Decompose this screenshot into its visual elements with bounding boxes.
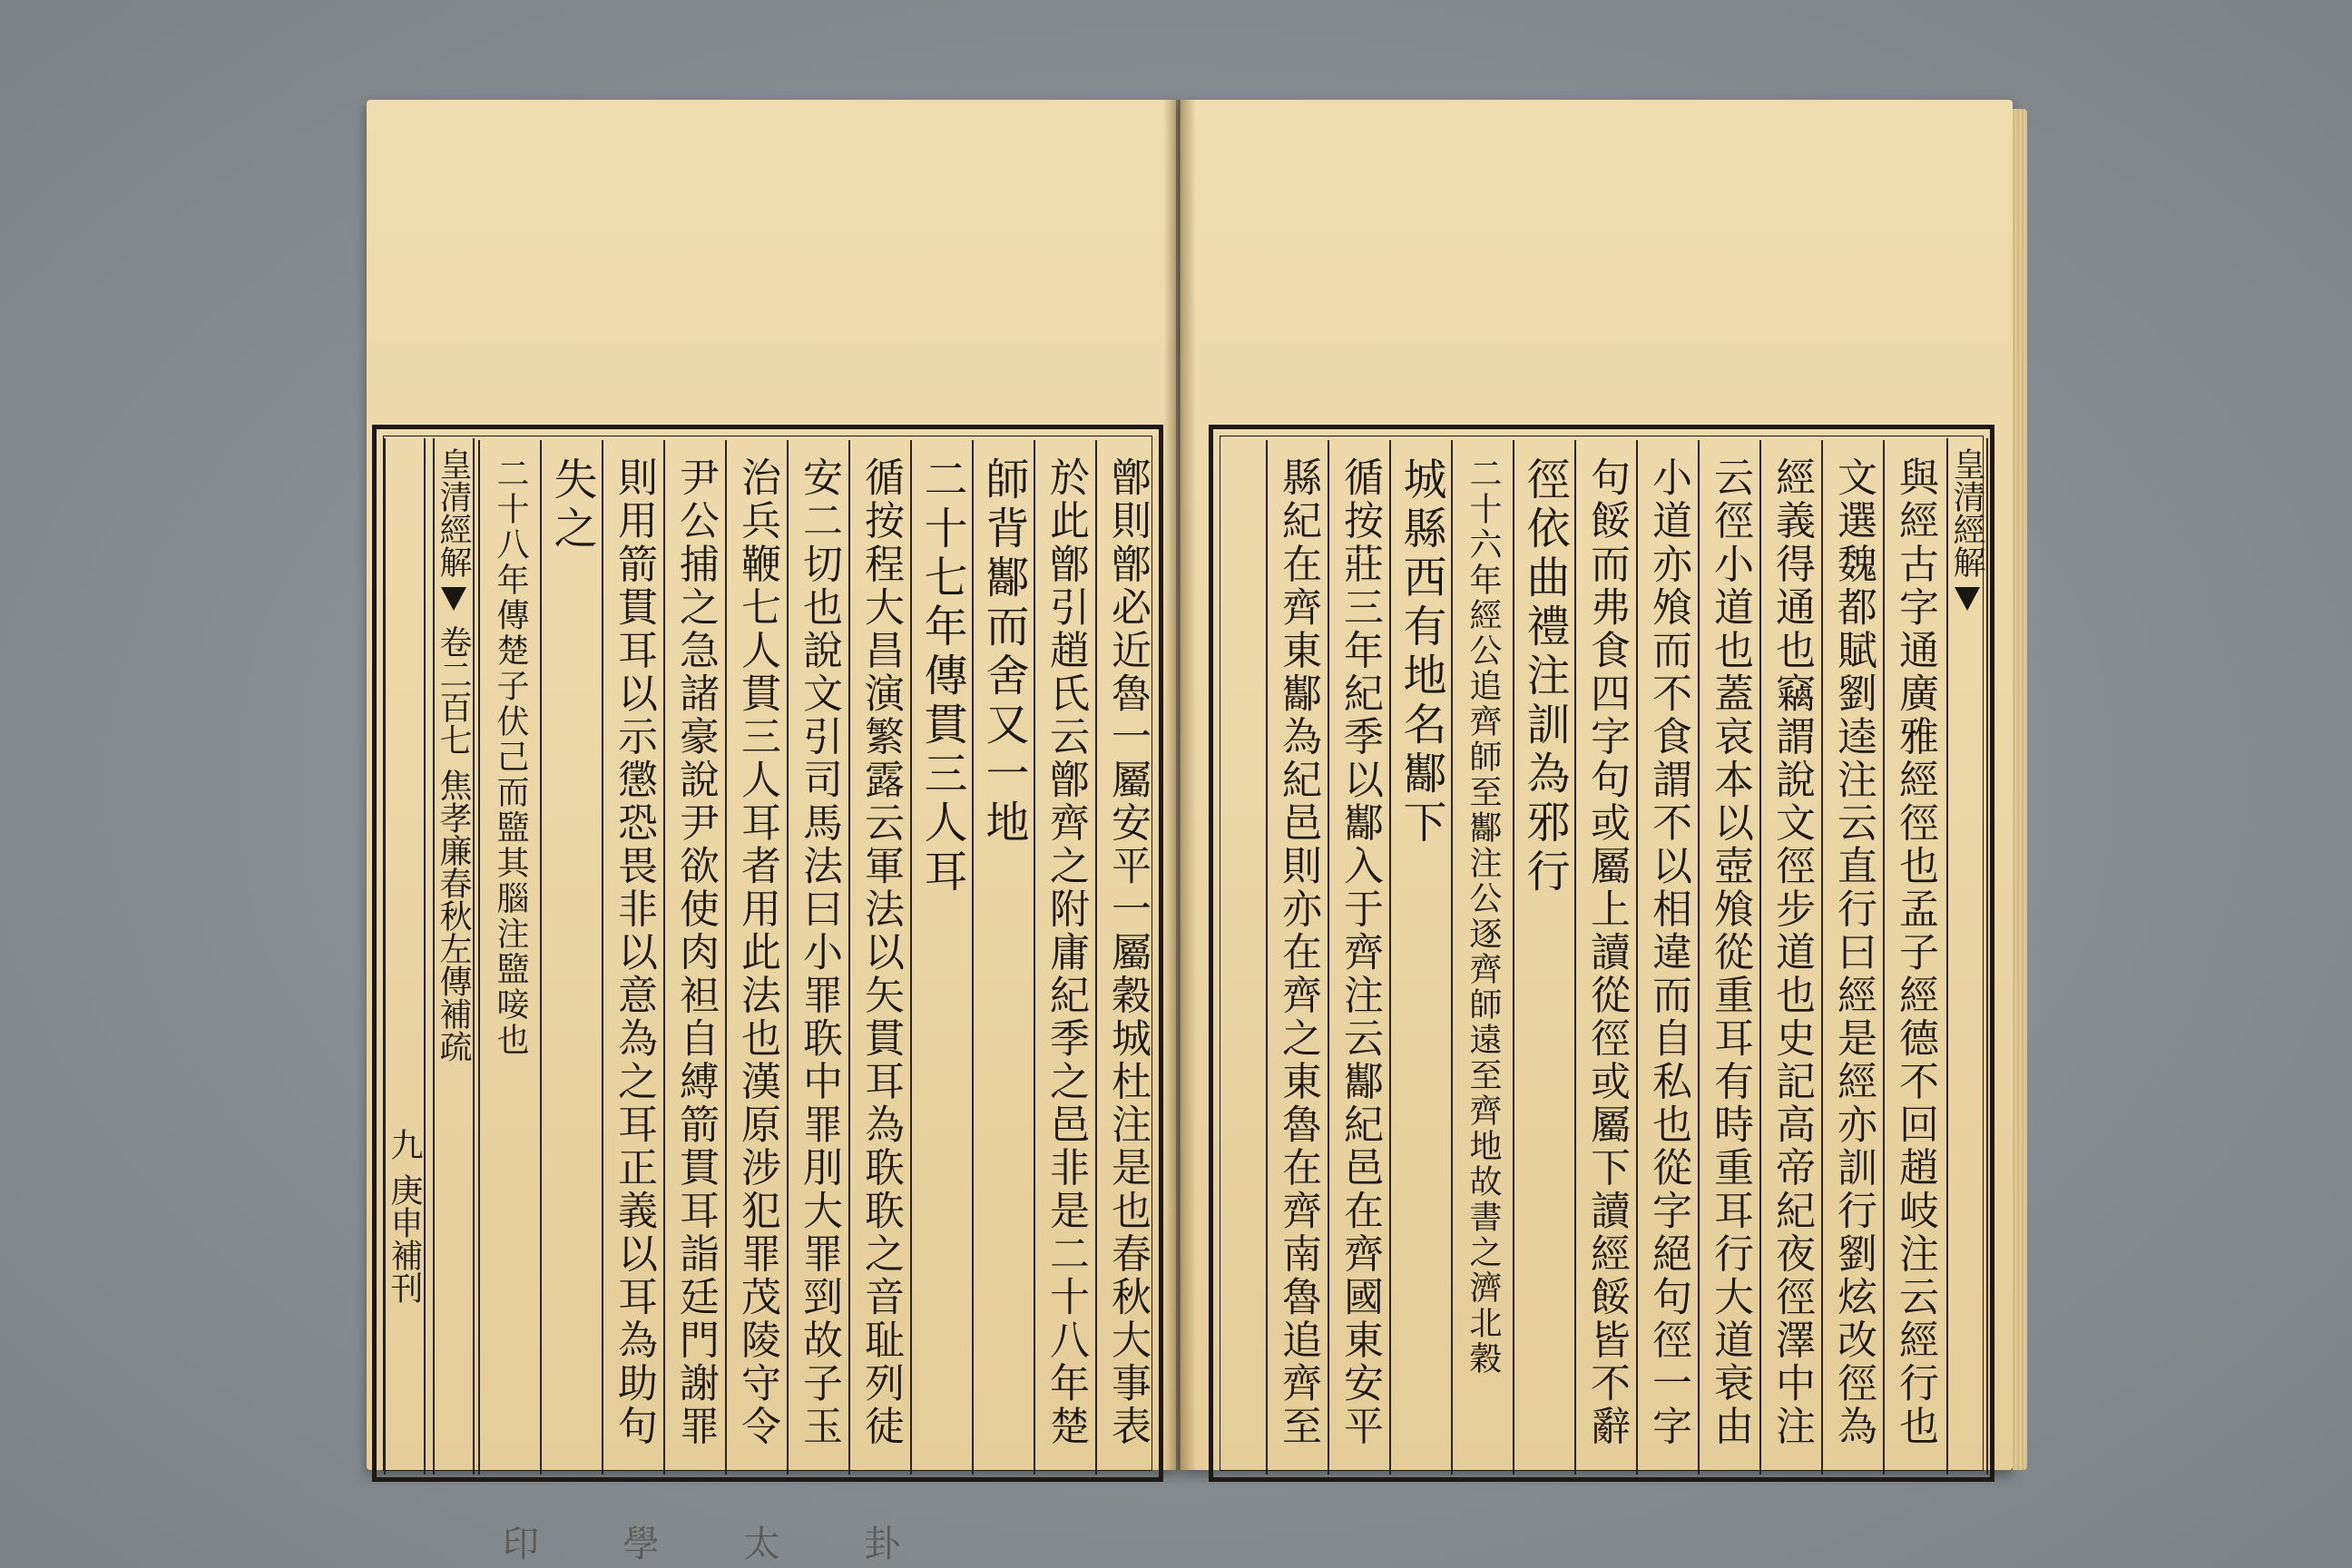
column-text: 鄫則鄫必近魯一屬安平一屬穀城杜注是也春秋大事表 [1104,456,1151,1448]
right-text-frame [1209,425,1994,1482]
text-column [1095,440,1157,1475]
page-number: 九 [386,1128,423,1161]
text-column [725,440,787,1475]
text-column [1266,440,1328,1475]
column-text: 失之 [546,456,597,554]
column-text: 循按程大昌演繁露云軍法以矢貫耳為聅聅之音耻列徒 [858,456,904,1448]
column-text: 云徑小道也蓋哀本以壺飧從重耳有時重耳行大道衰由 [1707,456,1753,1448]
text-column [1451,440,1513,1475]
column-text: 二十七年傳貫三人耳 [916,456,967,897]
text-column [1513,440,1574,1475]
column-text: 循按莊三年紀季以酅入于齊注云酅紀邑在齊國東安平 [1337,456,1383,1448]
column-text: 則用箭貫耳以示懲恐畏非以意為之耳正義以耳為助句 [611,456,657,1448]
column-text: 二十六年經公追齊師至酅注公逐齊師遠至齊地故書之濟北穀 [1465,456,1502,1377]
text-column [1759,440,1821,1475]
text-column [602,440,663,1475]
fish-tail-icon [1955,587,1980,611]
text-column [1389,440,1451,1475]
text-column [1883,440,1945,1475]
block-heart [433,438,475,1475]
column-text: 尹公捕之急諸豪說尹欲使肉袒自縛箭貫耳詣廷門謝罪 [672,456,719,1448]
column-text: 二十八年傳楚子伏己而盬其腦注盬唼也 [492,456,529,1058]
right-page [1180,100,2013,1470]
text-column [540,440,602,1475]
column-text: 城縣西有地名酅下 [1396,456,1446,848]
book-gutter [1163,100,1196,1470]
text-column [972,440,1034,1475]
volume-mark: 卷二百七 [435,625,472,756]
text-column [663,440,725,1475]
left-text-frame [372,425,1163,1482]
text-column [1034,440,1095,1475]
book-title: 皇清經解 [1948,447,1985,578]
column-text: 徑依曲禮注訓為邪行 [1519,456,1570,897]
text-column [848,440,910,1475]
column-text: 句餒而弗食四字句或屬上讀從徑或屬下讀經餒皆不辭 [1583,456,1630,1448]
column-text: 文選魏都賦劉逵注云直行曰經是經亦訓行劉炫改徑為 [1830,456,1877,1448]
text-column [1698,440,1759,1475]
text-column [1328,440,1389,1475]
column-text: 於此鄫引趙氏云鄫齊之附庸紀季之邑非是二十八年楚 [1043,456,1089,1448]
fish-tail-icon [441,587,466,611]
column-text: 小道亦飧而不食謂不以相違而自私也從字絕句徑一字 [1645,456,1691,1448]
book-title: 皇清經解 [435,447,472,578]
left-page [367,100,1176,1565]
block-heart-foot [384,438,426,1475]
faded-stamp: 印 學 太 卦 [503,1524,937,1565]
text-column [1574,440,1636,1475]
text-column [910,440,972,1475]
text-column [1636,440,1698,1475]
column-text: 縣紀在齊東酅為紀邑則亦在齊之東魯在齊南魯追齊至 [1275,456,1321,1448]
text-column [1821,440,1883,1475]
column-text: 師背酅而舍又一地 [978,456,1029,848]
block-heart [1946,438,1988,1475]
column-text: 經義得通也竊謂說文徑步道也史記高帝紀夜徑澤中注 [1769,456,1815,1448]
column-text: 治兵鞭七人貫三人耳者用此法也漢原涉犯罪茂陵守令 [734,456,780,1448]
column-text: 安二切也說文引司馬法曰小罪聅中罪刖大罪剄故子玉 [796,456,842,1448]
text-column [787,440,848,1475]
imprint-label: 庚申補刊 [386,1173,423,1304]
section-title: 焦孝廉春秋左傳補疏 [435,769,472,1063]
column-text: 與經古字通廣雅經徑也孟子經德不回趙岐注云經行也 [1892,456,1938,1448]
text-column [478,440,540,1475]
